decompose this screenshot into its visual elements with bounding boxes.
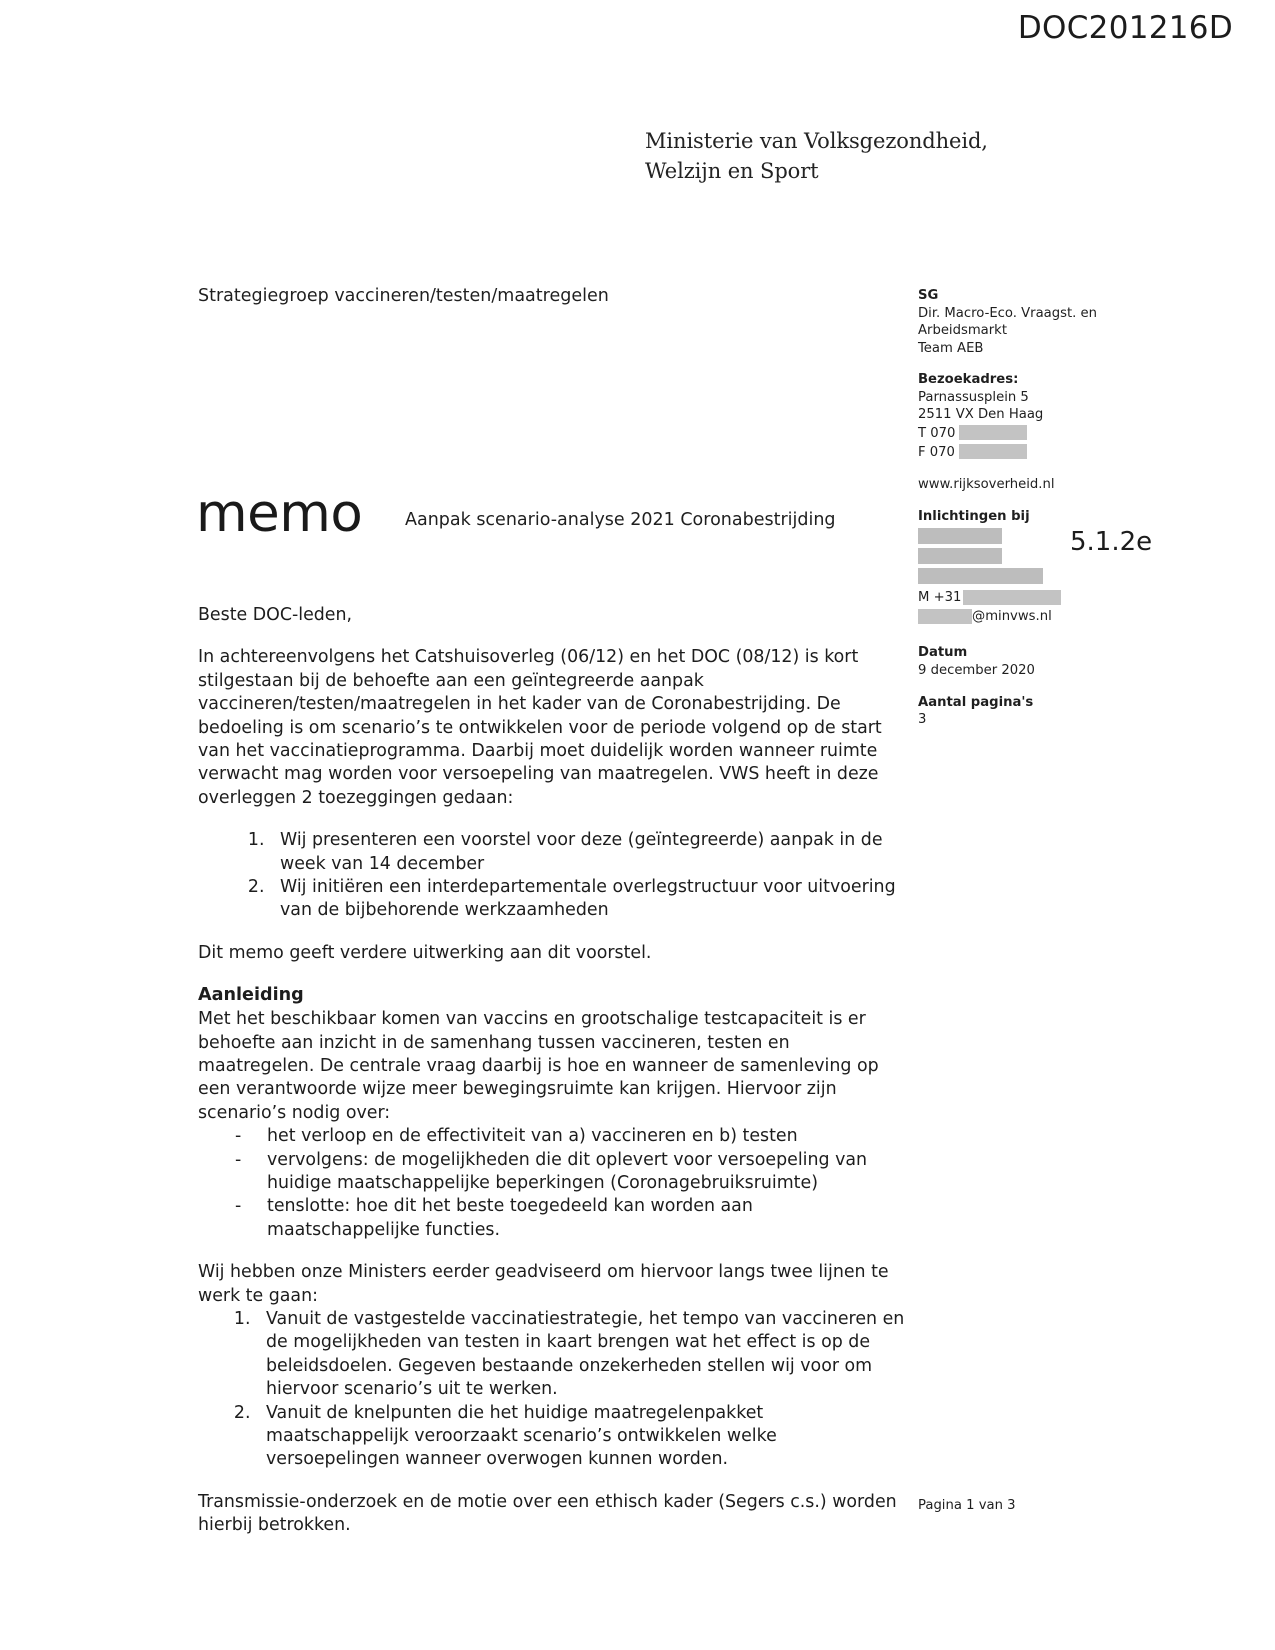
fax-label: F 070 [918,444,955,460]
address-heading: Bezoekadres: [918,372,1019,388]
date-value: 9 december 2020 [918,663,1035,679]
contact-name-redaction [918,528,1002,544]
spacer [198,810,908,829]
phone-number-redaction [959,425,1027,440]
email-domain: @minvws.nl [972,609,1052,625]
phone-label: T 070 [918,425,956,441]
meta-group-website [918,476,1133,494]
memo-masthead: memo [196,483,363,544]
section-heading-aanleiding: Aanleiding [198,985,304,1006]
ministry-logo [645,127,988,187]
after-commitments-paragraph: Dit memo geeft verdere uitwerking aan dit voorstel. [198,942,652,963]
salutation: Beste DOC-leden, [198,605,353,625]
contact-heading: Inlichtingen bij [918,508,1030,524]
pages-value: 3 [918,712,927,728]
ministry-logo-line-2: Welzijn en Sport [645,158,819,183]
meta-group-department [918,287,1133,357]
mobile-label: M +31 [918,590,962,606]
ministry-logo-line-1: Ministerie van Volksgezondheid, [645,129,988,153]
addressee-line: Strategiegroep vaccineren/testen/maatregelen [198,286,609,306]
list-item: - tenslotte: hoe dit het beste toegedeeld kan worden aan maatschappelijke functies. [235,1195,908,1242]
department-line-1: Dir. Macro-Eco. Vraagst. en [918,305,1098,321]
phone-row [918,424,1133,443]
contact-role-redaction [918,548,1002,564]
email-row [918,607,1133,626]
spacer [198,1242,908,1261]
closing-paragraph: Transmissie-onderzoek en de motie over een ethisch kader (Segers c.s.) worden hierbij betrokken. [198,1491,897,1536]
commitments-list [198,829,908,923]
list-item: - vervolgens: de mogelijkheden die dit oplevert voor versoepeling van huidige maatschappelijke beperkingen (Coronagebruiksruimte) [235,1149,908,1196]
department-line-3: Team AEB [918,340,984,356]
address-city: 2511 VX Den Haag [918,407,1044,423]
meta-group-pages [918,694,1133,729]
list-item: - het verloop en de effectiviteit van a) vaccineren en b) testen [235,1125,908,1148]
intro-paragraph: In achtereenvolgens het Catshuisoverleg (06/12) en het DOC (08/12) is kort stilgestaan bij de behoefte aan een geïntegreerde aanpak vaccineren/testen/maatregelen in het kader van de Coronabestrijding. De bedoeling is om scenario’s te ontwikkelen voor de periode volgend op de start van het vaccinatieprogramma. Daarbij moet duidelijk worden wanneer ruimte verwacht mag worden voor versoepeling van maatregelen. VWS heeft in deze overleggen 2 toezeggingen gedaan: [198,647,882,808]
fax-row [918,443,1133,462]
contact-extra-redaction [918,568,1043,584]
page-footer: Pagina 1 van 3 [918,1498,1016,1513]
website-url: www.rijksoverheid.nl [918,477,1055,493]
fax-number-redaction [959,444,1027,459]
spacer [198,1472,908,1491]
aanleiding-bullets [198,1125,908,1242]
classification-marker: 5.1.2e [1070,527,1153,557]
pages-heading: Aantal pagina's [918,694,1034,710]
memo-subject: Aanpak scenario-analyse 2021 Coronabestrijding [405,510,836,530]
memo-body [198,604,908,1557]
list-item: 2. Wij initiëren een interdepartementale overlegstructuur voor uitvoering van de bijbehorende werkzaamheden [270,876,908,923]
lijnen-list [198,1308,908,1472]
list-item: 2. Vanuit de knelpunten die het huidige maatregelenpakket maatschappelijk veroorzaakt scenario’s ontwikkelen welke versoepelingen wanneer overwogen kunnen worden. [256,1402,908,1472]
lijnen-intro-paragraph: Wij hebben onze Ministers eerder geadviseerd om hiervoor langs twee lijnen te werk te gaan: [198,1262,889,1306]
meta-group-address [918,371,1133,462]
aanleiding-paragraph: Met het beschikbaar komen van vaccins en grootschalige testcapaciteit is er behoefte aan inzicht in de samenhang tussen vaccineren, testen en maatregelen. De centrale vraag daarbij is hoe en wanneer de samenleving op een verantwoorde wijze meer bewegingsruimte kan krijgen. Hiervoor zijn scenario’s nodig over: [198,1009,879,1123]
meta-group-date [918,644,1133,679]
email-user-redaction [918,609,972,624]
mobile-row [918,588,1133,607]
mobile-number-redaction [963,590,1061,605]
list-item: 1. Vanuit de vastgestelde vaccinatiestrategie, het tempo van vaccineren en de mogelijkheden van testen in kaart brengen wat het effect is op de beleidsdoelen. Gegeven bestaande onzekerheden stellen wij voor om hiervoor scenario’s uit te werken. [256,1308,908,1402]
department-line-2: Arbeidsmarkt [918,323,1007,339]
department-heading: SG [918,288,939,303]
document-id-stamp: DOC201216D [1017,10,1233,46]
list-item: 1. Wij presenteren een voorstel voor deze (geïntegreerde) aanpak in de week van 14 december [270,829,908,876]
spacer [198,923,908,942]
meta-group-contact [918,508,1133,627]
meta-sidebar [918,287,1133,729]
date-heading: Datum [918,645,968,661]
address-street: Parnassusplein 5 [918,389,1029,405]
